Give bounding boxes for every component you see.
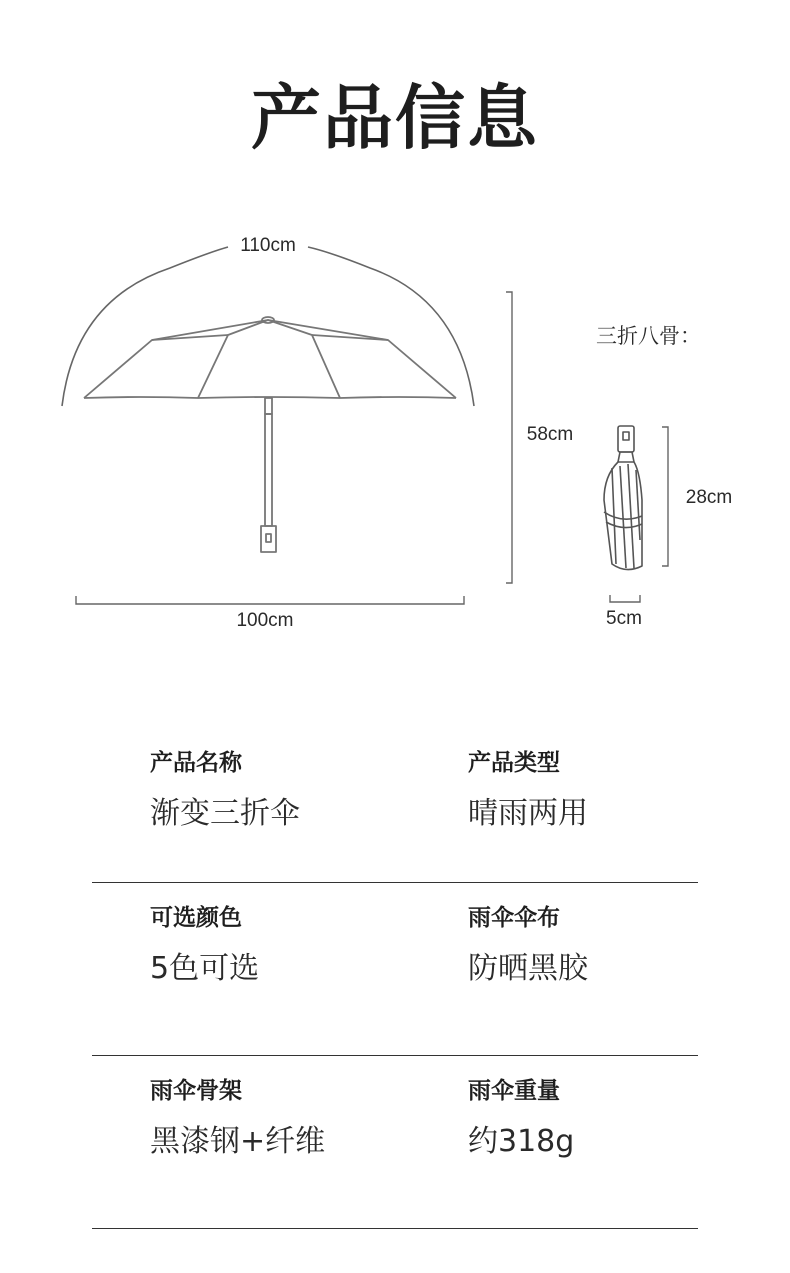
page-title: 产品信息 [251,77,539,159]
spec-label: 可选颜色 [150,905,242,931]
folded-height-bracket [662,427,668,566]
spec-item-weight [468,1074,574,1162]
spec-row [92,730,698,883]
spec-table [92,730,698,1229]
spec-value: 约318g [468,1124,575,1159]
spec-value: 5色可选 [150,951,260,986]
spec-label: 产品名称 [150,750,242,776]
open-umbrella-icon [84,317,456,552]
spec-item-product-type [468,746,588,834]
arc-width-label: 110cm [240,235,296,256]
fold-note-label: 三折八骨： [596,324,701,348]
height-label: 58cm [526,424,574,445]
arc-dimension-line [62,247,228,406]
spec-value: 防晒黑胶 [468,951,588,986]
spec-item-fabric [468,901,588,989]
folded-umbrella-icon [604,426,642,570]
folded-diameter-bracket [610,595,640,602]
spec-value: 黑漆钢+纤维 [150,1124,326,1159]
folded-height-label: 28cm [685,487,733,508]
spec-item-product-name [150,746,300,834]
spec-label: 雨伞伞布 [468,905,560,931]
spec-row [92,1056,698,1229]
span-width-label: 100cm [236,610,294,631]
spec-label: 雨伞重量 [468,1078,560,1104]
spec-row [92,883,698,1056]
span-bracket [76,596,464,604]
height-bracket [506,292,512,583]
spec-label: 产品类型 [468,750,560,776]
spec-value: 晴雨两用 [468,796,588,831]
spec-value: 渐变三折伞 [150,796,300,831]
spec-item-colors [150,901,259,989]
spec-item-frame [150,1074,325,1162]
folded-diameter-label: 5cm [606,608,642,629]
spec-label: 雨伞骨架 [150,1078,242,1104]
